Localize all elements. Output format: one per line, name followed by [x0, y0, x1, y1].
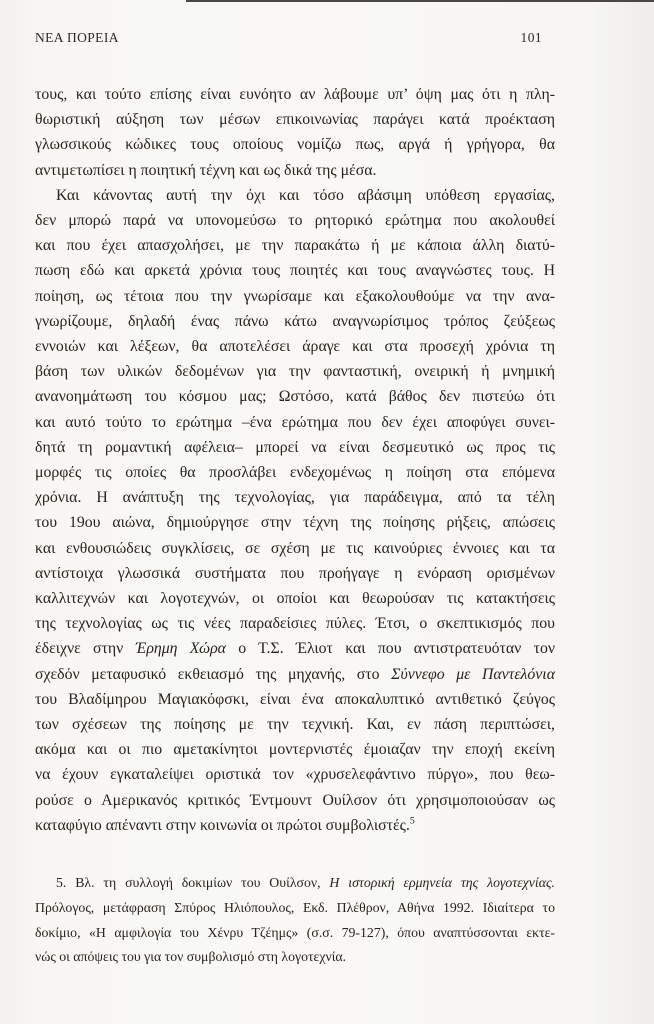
text-run: εννοιών και λέξεων, θα αποτελέσει άραγε και στα προσεχή χρόνια τη	[35, 338, 555, 356]
body-line	[35, 636, 555, 661]
text-run: ποίηση, ως τέτοια που την γνωρίσαμε και εξακολουθούμε να την ανα-	[35, 287, 555, 305]
scan-artifact-top-edge	[186, 0, 654, 2]
footnote-line	[35, 871, 555, 896]
text-run: του 19ου αιώνα, δημιούργησε στην τέχνη της ποίησης ρήξεις, απώσεις	[35, 514, 555, 532]
footnote-reference-marker: 5	[409, 815, 415, 827]
text-run: αντίστοιχα γλωσσικά συστήματα που προήγαγε η ενόραση ορισμένων	[35, 564, 555, 582]
text-run: νώς οι απόψεις του για τον συμβολισμό στη λογοτεχνία.	[35, 949, 347, 965]
footnote-line	[35, 896, 555, 921]
page-number: 101	[520, 30, 542, 45]
body-line	[35, 334, 555, 359]
body-line	[35, 158, 555, 183]
body-line	[35, 284, 555, 309]
body-line	[35, 788, 555, 813]
text-run: 5. Βλ. τη συλλογή δοκιμίων του Ουίλσον,	[56, 875, 330, 890]
text-run: θωριστική αύξηση των μέσων επικοινωνίας παράγει κατά προέκταση	[35, 111, 555, 129]
body-line	[35, 410, 555, 435]
text-run: και ενθουσιώδεις συγκλίσεις, σε σχέση με τις καινούριες έννοιες και τα	[35, 539, 555, 557]
body-line	[35, 435, 555, 460]
body-line	[35, 183, 555, 208]
text-run: καταφύγιο απέναντι στην κοινωνία οι πρώτοι συμβολιστές.	[35, 816, 410, 834]
text-run: βάση των υλικών δεδομένων για την φανταστική, ονειρική ή μνημική	[35, 363, 555, 381]
text-run: σχεδόν μεταφυσικό εκθειασμό της μηχανής, στο	[35, 665, 392, 683]
body-line	[35, 662, 555, 687]
text-run: ο Τ.Σ. Έλιοτ και που αντιστρατευόταν τον	[225, 640, 555, 658]
text-run: χρόνια. Η ανάπτυξη της τεχνολογίας, για παράδειγμα, από τα τέλη	[35, 489, 555, 507]
text-run: έδειχνε στην	[35, 640, 136, 658]
body-line	[35, 107, 555, 132]
body-line	[35, 510, 555, 535]
body-line	[35, 586, 555, 611]
body-line	[35, 485, 555, 510]
text-run: των σχέσεων της ποίησης με την τεχνική. Και, εν πάση περιπτώσει,	[35, 716, 555, 734]
text-run: του Βλαδίμηρου Μαγιακόφσκι, είναι ένα αποκαλυπτικό αντιθετικό ζεύγος	[35, 690, 555, 708]
body-line	[35, 712, 555, 737]
text-run: ανανοημάτωση του κόσμου μας; Ωστόσο, κατά βάθος δεν πιστεύω ότι	[35, 388, 555, 406]
body-line	[35, 460, 555, 485]
body-text	[35, 82, 555, 838]
text-run: γλωσσικούς κώδικες τους οποίους νομίζω πως, αργά ή γρήγορα, θα	[35, 136, 555, 154]
text-run: δεν μπορώ παρά να υπονομεύσω το ρητορικό ερώτημα που ακολουθεί	[35, 212, 555, 230]
body-line	[35, 737, 555, 762]
italic-book-title: Η ιστορική ερμηνεία της λογοτεχνίας.	[329, 875, 556, 890]
text-run: γνωρίζουμε, δηλαδή ένας πάνω κάτω αναγνωρίσιμος τρόπος ζεύξεως	[35, 312, 555, 330]
text-run: Και κάνοντας αυτή την όχι και τόσο αβάσιμη υπόθεση εργασίας,	[56, 186, 555, 204]
footnote-line	[35, 921, 555, 946]
footnote-block	[35, 871, 555, 970]
text-run: καλλιτεχνών και λογοτεχνών, οι οποίοι και θεωρούσαν τις κατακτήσεις	[35, 590, 555, 608]
body-line	[35, 309, 555, 334]
body-line	[35, 132, 555, 157]
body-line	[35, 762, 555, 787]
paragraph	[35, 82, 555, 183]
body-line	[35, 233, 555, 258]
body-line	[35, 813, 555, 838]
body-line	[35, 536, 555, 561]
text-run: και που έχει απασχολήσει, με την παρακάτω ή με κάποια άλλη διατύ-	[35, 237, 555, 255]
journal-title: ΝΕΑ ΠΟΡΕΙΑ	[35, 30, 119, 45]
text-run: ρούσε ο Αμερικανός κριτικός Έντμουντ Ουίλσον ότι χρησιμοποιούσαν ως	[35, 791, 555, 809]
body-line	[35, 208, 555, 233]
text-run: ακόμα και οι πιο αμετακίνητοι μοντερνιστές έμοιαζαν την εποχή εκείνη	[35, 741, 555, 759]
text-run: αντιμετωπίσει η ποιητική τέχνη και ως δικά της μέσα.	[35, 161, 377, 179]
footnote-line	[35, 945, 555, 970]
text-run: να έχουν εγκαταλείψει οριστικά τον «χρυσελεφάντινο πύργο», που θεω-	[35, 766, 555, 784]
body-line	[35, 258, 555, 283]
body-line	[35, 359, 555, 384]
body-line	[35, 82, 555, 107]
body-line	[35, 384, 555, 409]
text-run: τους, και τούτο επίσης είναι ευνόητο αν λάβουμε υπ’ όψη μας ότι η πλη-	[35, 86, 555, 103]
running-head	[35, 30, 542, 46]
text-run: δοκίμιο, «Η αμφιλογία του Χένρυ Τζέημς» (σ.σ. 79-127), όπου αναπτύσσονται εκτε-	[35, 924, 555, 940]
text-run: μορφές τις οποίες θα προσλάβει ενδεχομένως η ποίηση στα επόμενα	[35, 464, 555, 482]
body-line	[35, 611, 555, 636]
text-run: δητά τη ρομαντική αφέλεια– μπορεί να είναι δεσμευτικό ως προς τις	[35, 438, 555, 456]
body-line	[35, 561, 555, 586]
text-run: Πρόλογος, μετάφραση Σπύρος Ηλιόπουλος, Εκδ. Πλέθρον, Αθήνα 1992. Ιδιαίτερα το	[35, 899, 555, 915]
text-run: πωση εδώ και αρκετά χρόνια τους ποιητές και τους αναγνώστες τους. Η	[35, 262, 555, 280]
italic-book-title: Σύννεφο με Παντελόνια	[391, 665, 555, 683]
text-run: και αυτό τούτο το ερώτημα –ένα ερώτημα που δεν έχει αποφύγει συνει-	[35, 413, 555, 431]
body-line	[35, 687, 555, 712]
italic-book-title: Έρημη Χώρα	[135, 640, 226, 658]
text-run: της τεχνολογίας ως τις νέες παραδείσιες πύλες. Έτσι, ο σκεπτικισμός που	[35, 615, 555, 633]
paragraph	[35, 183, 555, 838]
